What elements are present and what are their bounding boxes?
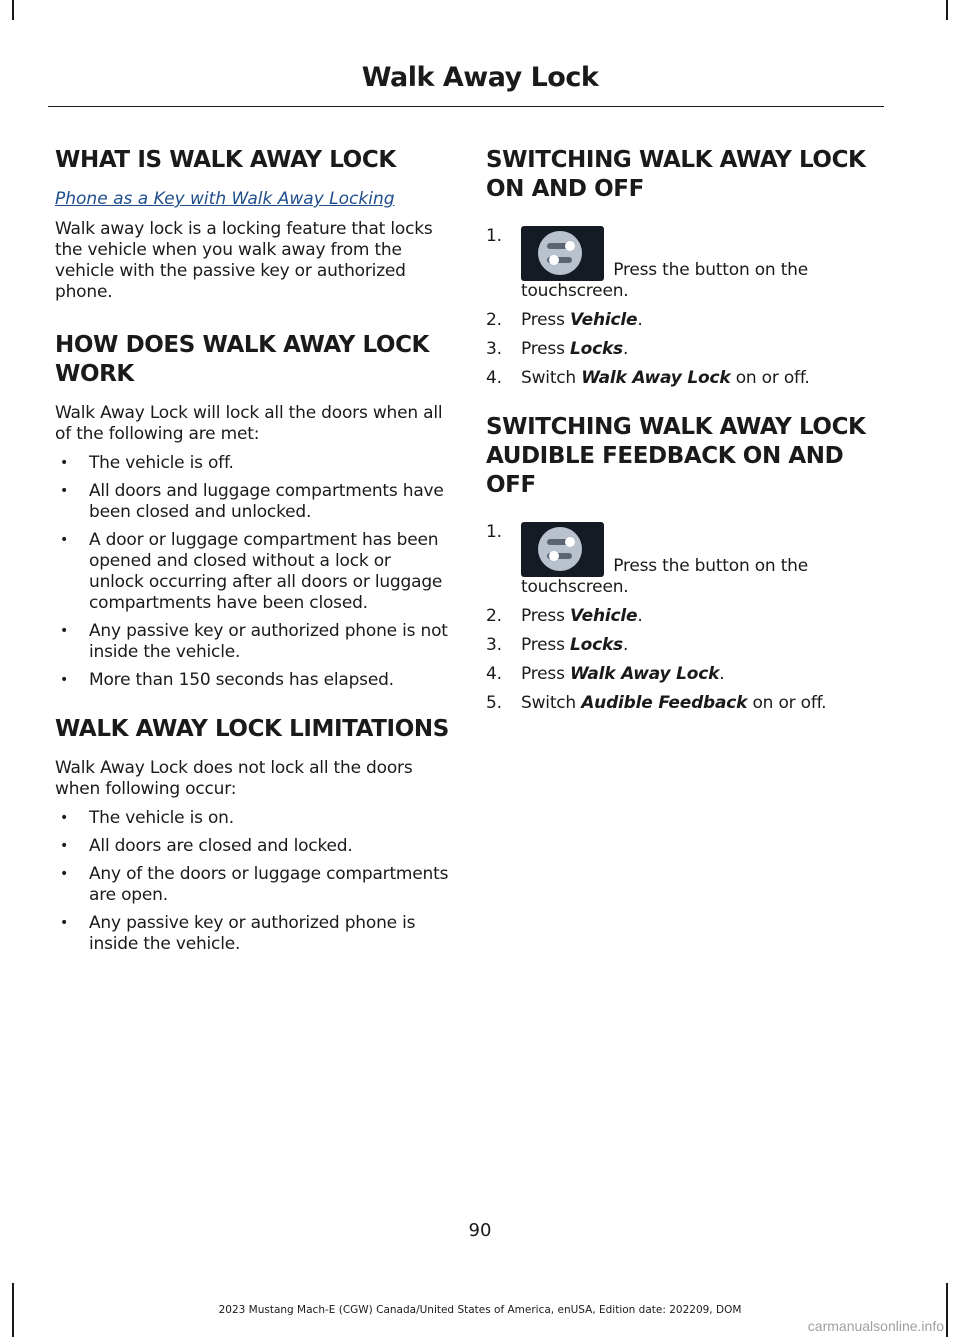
step-number: 2. (486, 606, 502, 626)
step-item (486, 310, 881, 331)
step-text-end: . (637, 606, 643, 626)
step-text-end: . (719, 664, 725, 684)
section-title-switching-on-off: SWITCHING WALK AWAY LOCK ON AND OFF (486, 147, 866, 202)
step-item (486, 606, 881, 627)
what-is-body: Walk away lock is a locking feature that locks the vehicle when you walk away from the vehicle with the passive key or authorized phone. (55, 219, 433, 302)
step-number: 1. (486, 226, 502, 246)
section-title-audible-feedback: SWITCHING WALK AWAY LOCK AUDIBLE FEEDBACK ON AND OFF (486, 414, 866, 498)
step-keyword: Vehicle (569, 310, 638, 330)
left-column (55, 146, 450, 979)
step-item (486, 664, 881, 685)
step-item (486, 635, 881, 656)
settings-toggle-icon (521, 226, 604, 281)
list-item: • All doors and luggage compartments have been closed and unlocked. (55, 481, 450, 523)
step-text-end: . (622, 635, 629, 655)
step-text: Press (521, 664, 570, 684)
footer-edition-info: 2023 Mustang Mach-E (CGW) Canada/United States of America, enUSA, Edition date: 202209, DOM (218, 1304, 742, 1316)
step-text-end: on or off. (730, 368, 810, 388)
section-title-how-works: HOW DOES WALK AWAY LOCK WORK (55, 332, 429, 387)
list-item: • Any passive key or authorized phone is inside the vehicle. (55, 913, 450, 955)
right-column (486, 146, 881, 738)
step-number: 2. (486, 310, 502, 330)
step-item (486, 226, 881, 302)
crop-mark-top-right (946, 0, 948, 20)
list-item: • All doors are closed and locked. (55, 836, 450, 857)
step-item (486, 339, 881, 360)
crop-mark-top-left (12, 0, 14, 20)
step-keyword: Walk Away Lock (569, 664, 720, 684)
step-text: Switch (521, 368, 582, 388)
step-item (486, 368, 881, 389)
settings-toggle-icon (521, 522, 604, 577)
step-item (486, 693, 881, 714)
step-keyword: Locks (569, 635, 623, 655)
list-item: • Any passive key or authorized phone is not inside the vehicle. (55, 621, 450, 663)
limitations-intro: Walk Away Lock does not lock all the doors when following occur: (55, 758, 413, 799)
page-title: Walk Away Lock (361, 62, 599, 93)
phone-as-key-link[interactable]: Phone as a Key with Walk Away Locking (55, 189, 395, 209)
step-keyword: Audible Feedback (581, 693, 748, 713)
page-number: 90 (468, 1220, 492, 1241)
step-text: Press (521, 635, 570, 655)
step-text: Press the button on the touchscreen. (521, 556, 809, 597)
switching-steps (486, 226, 881, 389)
step-text: Press (521, 339, 570, 359)
step-text-end: on or off. (747, 693, 827, 713)
step-item (486, 522, 881, 598)
watermark: carmanualsonline.info (807, 1318, 944, 1334)
step-text: Press (521, 310, 570, 330)
step-number: 3. (486, 635, 502, 655)
step-text: Press (521, 606, 570, 626)
step-keyword: Vehicle (569, 606, 638, 626)
list-item: • A door or luggage compartment has been opened and closed without a lock or unlock occurring after all doors or luggage compartments have been closed. (55, 530, 450, 614)
step-text-end: . (637, 310, 643, 330)
step-text-end: . (622, 339, 629, 359)
step-number: 1. (486, 522, 502, 542)
list-item: • The vehicle is off. (55, 453, 450, 474)
audible-feedback-steps (486, 522, 881, 714)
section-title-limitations: WALK AWAY LOCK LIMITATIONS (55, 716, 449, 742)
how-works-list (55, 453, 450, 691)
header-divider (48, 106, 884, 107)
step-number: 4. (486, 368, 502, 388)
step-number: 3. (486, 339, 502, 359)
section-title-what-is: WHAT IS WALK AWAY LOCK (55, 147, 396, 173)
limitations-list (55, 808, 450, 955)
step-keyword: Locks (569, 339, 623, 359)
step-text: Press the button on the touchscreen. (521, 260, 809, 301)
list-item: • The vehicle is on. (55, 808, 450, 829)
step-text: Switch (521, 693, 582, 713)
how-works-intro: Walk Away Lock will lock all the doors when all of the following are met: (55, 403, 443, 444)
step-keyword: Walk Away Lock (581, 368, 731, 388)
step-number: 5. (486, 693, 502, 713)
list-item: • More than 150 seconds has elapsed. (55, 670, 450, 691)
step-number: 4. (486, 664, 502, 684)
list-item: • Any of the doors or luggage compartments are open. (55, 864, 450, 906)
